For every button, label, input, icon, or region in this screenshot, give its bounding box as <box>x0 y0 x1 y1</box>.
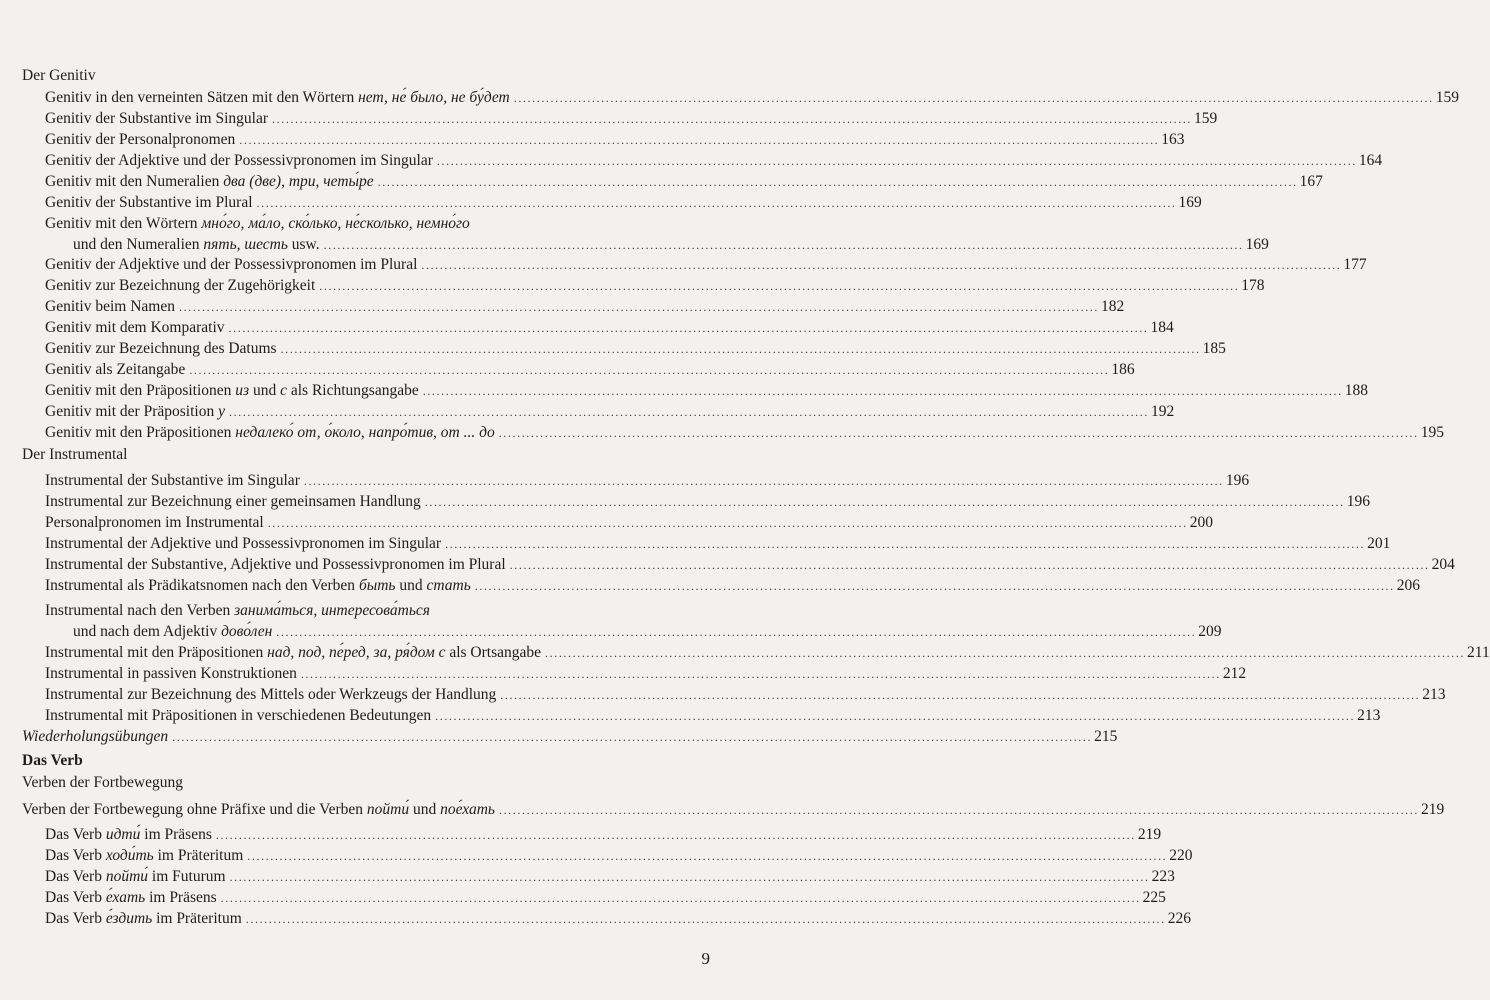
entry-russian-text: е́хать <box>105 889 146 906</box>
page-ref: 184 <box>1150 319 1174 336</box>
entry-text: Genitiv in den verneinten Sätzen mit den Wörtern <box>45 89 359 106</box>
entry-text-post: im Präteritum <box>153 847 244 864</box>
page-ref: 225 <box>1142 889 1166 906</box>
entry-text: Das Verb <box>45 868 106 885</box>
entry-text: Instrumental der Substantive im Singular <box>45 472 300 489</box>
entry-text: Genitiv als Zeitangabe <box>45 361 186 378</box>
entry-text: Verben der Fortbewegung ohne Präfixe und die Verben <box>22 801 367 818</box>
entry-russian-text: пойти́ <box>366 801 410 818</box>
entry-russian-text: е́здить <box>105 910 153 927</box>
page-ref: 209 <box>1198 623 1222 640</box>
leader-dots: ........................................................................................................................................................................................................ <box>545 646 1466 660</box>
leader-dots: ........................................................................................................................................................................................................ <box>509 558 1430 572</box>
leader-dots: ........................................................................................................................................................................................................ <box>474 579 1395 593</box>
subsection-heading-fortbewegung <box>0 773 730 793</box>
page-ref: 186 <box>1111 361 1135 378</box>
toc-entry <box>0 423 1444 443</box>
page-number: 9 <box>701 949 710 968</box>
entry-text-post: als Ortsangabe <box>445 644 542 661</box>
entry-text: Personalpronomen im Instrumental <box>45 514 264 531</box>
entry-text: Genitiv mit den Numeralien <box>45 173 224 190</box>
leader-dots: ........................................................................................................................................................................................................ <box>422 384 1343 398</box>
entry-russian-text: идти́ <box>105 826 141 843</box>
page-ref: 167 <box>1299 173 1323 190</box>
toc-entry <box>0 339 1226 359</box>
entry-text-post: im Präsens <box>140 826 212 843</box>
page-ref: 159 <box>1435 89 1459 106</box>
entry-text-post: und <box>409 801 441 818</box>
entry-russian-text: мно́го, ма́ло, ско́лько, не́сколько, немно́го <box>201 215 470 232</box>
entry-text-post: im Präsens <box>145 889 217 906</box>
entry-text: Genitiv der Adjektive und der Possessivpronomen im Singular <box>45 152 433 169</box>
toc-entry <box>0 130 1185 150</box>
toc-entry <box>0 402 1175 422</box>
toc-entry <box>0 276 1265 296</box>
leader-dots: ........................................................................................................................................................................................................ <box>267 516 1188 530</box>
page-ref: 159 <box>1194 110 1218 127</box>
entry-russian-text: из <box>235 382 250 399</box>
entry-russian-text: недалеко́ от, о́коло, напро́тив, от ... до <box>235 424 495 441</box>
entry-russian-text: дово́лен <box>221 623 273 640</box>
toc-entry <box>0 471 1250 491</box>
entry-text-post: und <box>249 382 281 399</box>
entry-text: Das Verb <box>45 826 106 843</box>
leader-dots: ........................................................................................................................................................................................................ <box>247 849 1168 863</box>
page-ref: 201 <box>1367 535 1391 552</box>
leader-dots: ........................................................................................................................................................................................................ <box>424 495 1345 509</box>
page-ref: 204 <box>1431 556 1455 573</box>
entry-russian-text: над, под, пе́ред, за, ря́дом с <box>267 644 446 661</box>
leader-dots: ........................................................................................................................................................................................................ <box>445 537 1366 551</box>
entry-text: Genitiv mit den Wörtern <box>45 215 202 232</box>
leader-dots: ........................................................................................................................................................................................................ <box>220 891 1141 905</box>
page-ref: 163 <box>1161 131 1185 148</box>
toc-entry <box>0 706 1381 726</box>
leader-dots: ........................................................................................................................................................................................................ <box>215 828 1136 842</box>
toc-entry-multiline-1 <box>0 214 730 234</box>
page-ref: 200 <box>1189 514 1213 531</box>
toc-entry-multiline-2 <box>0 235 1269 255</box>
page-ref: 219 <box>1137 826 1162 843</box>
leader-dots: ........................................................................................................................................................................................................ <box>500 688 1421 702</box>
toc-entry <box>0 825 1162 845</box>
section-title: Der Instrumental <box>22 446 128 463</box>
entry-text-post-2: als Richtungsangabe <box>287 382 419 399</box>
section-heading-instrumental <box>0 445 730 465</box>
entry-russian-text-2: с <box>280 382 287 399</box>
entry-russian-text: ходи́ть <box>105 847 154 864</box>
entry-text: Instrumental nach den Verben <box>45 602 235 619</box>
entry-text: Instrumental zur Bezeichnung einer gemeinsamen Handlung <box>45 493 421 510</box>
entry-text-post: usw. <box>287 236 320 253</box>
entry-text: Instrumental mit den Präpositionen <box>45 644 268 661</box>
entry-text: Genitiv zur Bezeichnung des Datums <box>45 340 277 357</box>
leader-dots: ........................................................................................................................................................................................................ <box>513 91 1434 105</box>
leader-dots: ........................................................................................................................................................................................................ <box>436 154 1357 168</box>
leader-dots: ........................................................................................................................................................................................................ <box>421 258 1342 272</box>
toc-entry <box>0 909 1191 929</box>
entry-russian-text: пять, шесть <box>203 236 288 253</box>
toc-entry <box>0 534 1391 554</box>
entry-text: Das Verb <box>45 847 106 864</box>
page-ref: 169 <box>1178 194 1202 211</box>
entry-text: Das Verb <box>45 889 106 906</box>
page-ref: 213 <box>1357 707 1381 724</box>
leader-dots: ........................................................................................................................................................................................................ <box>228 405 1149 419</box>
entry-text: Instrumental zur Bezeichnung des Mittels oder Werkzeugs der Handlung <box>45 686 497 703</box>
entry-text: Genitiv der Substantive im Singular <box>45 110 269 127</box>
toc-entry <box>0 360 1135 380</box>
toc-entry-multiline-4 <box>0 622 1222 642</box>
page-ref: 211 <box>1467 644 1490 661</box>
page-ref: 192 <box>1150 403 1175 420</box>
page-ref: 177 <box>1343 256 1367 273</box>
toc-entry <box>0 88 1459 108</box>
page-ref: 169 <box>1245 236 1269 253</box>
entry-text: Instrumental in passiven Konstruktionen <box>45 665 297 682</box>
entry-text-post: und <box>395 577 427 594</box>
chapter-title: Das Verb <box>22 752 83 769</box>
page-ref: 196 <box>1225 472 1250 489</box>
entry-text-post: im Präteritum <box>152 910 242 927</box>
leader-dots: ........................................................................................................................................................................................................ <box>256 196 1177 210</box>
section-heading-genitiv <box>0 66 730 86</box>
leader-dots: ........................................................................................................................................................................................................ <box>498 803 1419 817</box>
toc-entry <box>0 381 1368 401</box>
leader-dots: ........................................................................................................................................................................................................ <box>280 342 1201 356</box>
entry-text: Wiederholungsübungen <box>22 728 169 745</box>
leader-dots: ........................................................................................................................................................................................................ <box>179 300 1099 314</box>
leader-dots: ........................................................................................................................................................................................................ <box>377 175 1298 189</box>
entry-text: Genitiv beim Namen <box>45 298 175 315</box>
page-ref: 213 <box>1422 686 1446 703</box>
leader-dots: ........................................................................................................................................................................................................ <box>245 912 1166 926</box>
entry-russian-text: быть <box>358 577 396 594</box>
toc-entry <box>0 193 1202 213</box>
page-ref: 164 <box>1358 152 1383 169</box>
leader-dots: ........................................................................................................................................................................................................ <box>323 238 1244 252</box>
entry-russian-text: у <box>218 403 225 420</box>
entry-text: Genitiv der Adjektive und der Possessivpronomen im Plural <box>45 256 418 273</box>
leader-dots: ........................................................................................................................................................................................................ <box>319 279 1240 293</box>
toc-entry <box>0 576 1420 596</box>
page-ref: 188 <box>1344 382 1368 399</box>
entry-text: Instrumental als Prädikatsnomen nach den Verben <box>45 577 359 594</box>
page-ref: 226 <box>1167 910 1191 927</box>
entry-text: Genitiv zur Bezeichnung der Zugehörigkeit <box>45 277 316 294</box>
toc-entry <box>0 318 1174 338</box>
entry-text: Instrumental der Adjektive und Possessivpronomen im Singular <box>45 535 442 552</box>
entry-text: Genitiv mit den Präpositionen <box>45 382 236 399</box>
page-ref: 178 <box>1241 277 1265 294</box>
toc-entry <box>0 643 1490 663</box>
toc-entry-multiline-3 <box>0 601 730 621</box>
entry-text: Genitiv mit dem Komparativ <box>45 319 225 336</box>
entry-text: Das Verb <box>45 910 106 927</box>
leader-dots: ........................................................................................................................................................................................................ <box>303 474 1224 488</box>
subsection-title: Verben der Fortbewegung <box>22 774 183 791</box>
entry-text: Instrumental der Substantive, Adjektive und Possessivpronomen im Plural <box>45 556 506 573</box>
toc-entry <box>0 255 1367 275</box>
page-ref: 206 <box>1396 577 1420 594</box>
entry-text: und den Numeralien <box>73 236 204 253</box>
leader-dots: ........................................................................................................................................................................................................ <box>189 363 1110 377</box>
entry-text: Instrumental mit Präpositionen in verschiedenen Bedeutungen <box>45 707 432 724</box>
page-ref: 212 <box>1222 665 1247 682</box>
entry-text: Genitiv mit der Präposition <box>45 403 219 420</box>
entry-text: Genitiv der Personalpronomen <box>45 131 236 148</box>
toc-entry <box>0 555 1455 575</box>
entry-russian-text: два (две), три, четы́ре <box>223 173 374 190</box>
entry-russian-text-2: пое́хать <box>440 801 495 818</box>
page-ref: 219 <box>1420 801 1445 818</box>
leader-dots: ........................................................................................................................................................................................................ <box>229 870 1150 884</box>
leader-dots: ........................................................................................................................................................................................................ <box>172 730 1093 744</box>
toc-entry <box>0 846 1193 866</box>
toc-entry-fortbewegung <box>0 800 1445 820</box>
entry-russian-text: нет, не́ было, не бу́дет <box>358 89 510 106</box>
toc-entry <box>0 685 1446 705</box>
page-ref: 215 <box>1094 728 1118 745</box>
page-ref: 182 <box>1101 298 1125 315</box>
toc-entry <box>0 888 1166 908</box>
toc-entry <box>0 492 1370 512</box>
toc-entry-wiederholung <box>0 727 1118 747</box>
toc-entry <box>0 513 1213 533</box>
entry-text: Genitiv mit den Präpositionen <box>45 424 236 441</box>
leader-dots: ........................................................................................................................................................................................................ <box>272 112 1193 126</box>
page-ref: 195 <box>1420 424 1444 441</box>
leader-dots: ........................................................................................................................................................................................................ <box>300 667 1221 681</box>
page-ref: 223 <box>1151 868 1175 885</box>
entry-text: Genitiv der Substantive im Plural <box>45 194 253 211</box>
page-ref: 185 <box>1202 340 1226 357</box>
entry-text-post: im Futurum <box>148 868 226 885</box>
toc-entry <box>0 172 1323 192</box>
toc-entry <box>0 297 1125 317</box>
page-ref: 220 <box>1169 847 1193 864</box>
entry-russian-text-2: стать <box>426 577 471 594</box>
section-title: Der Genitiv <box>22 67 96 84</box>
leader-dots: ........................................................................................................................................................................................................ <box>276 625 1197 639</box>
leader-dots: ........................................................................................................................................................................................................ <box>239 133 1160 147</box>
toc-entry <box>0 664 1247 684</box>
entry-text: und nach dem Adjektiv <box>73 623 222 640</box>
toc-entry <box>0 151 1383 171</box>
leader-dots: ........................................................................................................................................................................................................ <box>228 321 1149 335</box>
leader-dots: ........................................................................................................................................................................................................ <box>435 709 1356 723</box>
page-ref: 196 <box>1346 493 1370 510</box>
section-heading-verb <box>0 751 730 771</box>
toc-entry <box>0 867 1175 887</box>
entry-russian-text: занима́ться, интересова́ться <box>234 602 430 619</box>
entry-russian-text: пойти́ <box>105 868 149 885</box>
leader-dots: ........................................................................................................................................................................................................ <box>498 426 1419 440</box>
toc-entry <box>0 109 1218 129</box>
